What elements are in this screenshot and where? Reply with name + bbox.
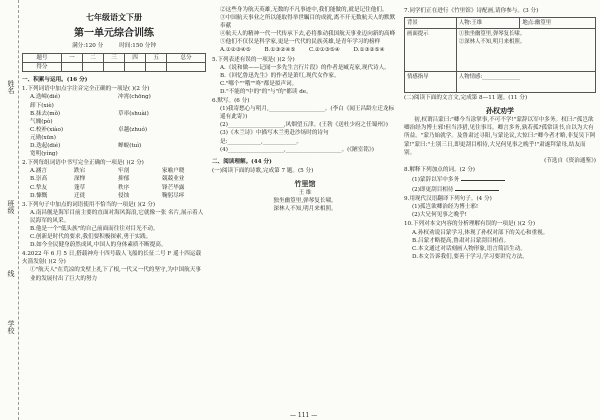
- q4-sentence-3: ③中国航天事业之所以能取得举世瞩目的成就,离不开无数航天人的默默奉献: [220, 15, 396, 30]
- q8-item-2: (2)即更刮目相待: [404, 184, 596, 194]
- side-label-school: 学校: [7, 320, 15, 334]
- classical-text-title: 孙权劝学: [486, 106, 514, 116]
- side-label-line: 线: [7, 270, 15, 277]
- q6-line-1: (1)我寄愁心与明月,____________________。(李白《闻王昌龄左迁龙标遥有此寄》): [220, 106, 395, 121]
- q6-line-2: (2)____________________,风烟望五津。(王勃《送杜少府之任蜀州》): [220, 122, 388, 129]
- question-4: 4.2022 年 6 月 5 日,搭载神舟十四号载人飞船的长征二号 F 遥十四运载火箭发射( )(2 分): [22, 251, 202, 266]
- q3-option-b: B.他是一个"低头族"的自己前面而往往对目光不动。: [30, 225, 159, 232]
- q4-sentence-5: ⑤他们不仅仅是科学家,更是一代代的民族英雄,是青年学习的榜样: [220, 39, 381, 46]
- q6-line-4: (4)____________________,____________________。(《陋室铭》): [220, 146, 374, 153]
- question-5: 5.下列表述有误的一项是( )(2 分): [212, 56, 295, 63]
- column-1: [22, 6, 206, 410]
- exam-meta: 满分:120 分 时间:150 分钟: [72, 43, 156, 49]
- question-8: 8.解释下列加点的词。(2 分): [404, 166, 475, 173]
- question-2: 2.下列每组词语中书写完全正确的一项是( )(2 分): [22, 160, 144, 167]
- q10-option-b: B.吕蒙才略提高,鲁肃对吕蒙刮目相看。: [412, 237, 510, 244]
- page-number: — 111 —: [290, 412, 318, 419]
- q10-option-a: A.孙权劝说吕蒙学习,体现了孙权对部下的关心和重视。: [412, 229, 549, 236]
- poem-line-1: 独坐幽篁里,弹琴复长啸。: [273, 197, 337, 204]
- q4-options: A.①②③④⑤ B.①③②④⑤ C.②①③⑤④ D.①③②⑤④: [220, 47, 385, 54]
- q3-option-d: D.如今全民健身蔚然成风,中国人的身体素质不断提高。: [30, 242, 167, 249]
- q5-option-c: C."哪个""哦""咚"都是拟声词。: [220, 80, 298, 87]
- binding-margin: [0, 0, 19, 420]
- q8-item-1: (1)蒙辞以军中多务: [404, 174, 596, 184]
- q5-option-b: B.《回忆鲁迅先生》的作者是萧红,现代女作家。: [220, 72, 340, 79]
- poem-author: 王 维: [298, 189, 312, 196]
- question-10: 10.下列对本文内容的分析理解有误的一项是( )(2 分): [404, 221, 536, 228]
- q9-item-1: (1)孤岂欲卿治经为博士邪!: [412, 204, 479, 211]
- side-label-class: 班级: [7, 200, 15, 214]
- poem-title: 竹里馆: [294, 178, 316, 188]
- question-3: 3.下列句子中加点的词语使用不恰当的一项是( )(2 分): [22, 201, 156, 208]
- q10-option-d: D.本文告诉我们,要善于学习,学习要讲究方法。: [412, 253, 528, 260]
- q4-sentence-2: ②这些身为航天英雄,无数的不凡事迹中,我们能做的,就是记住他们。: [220, 7, 388, 13]
- column-3: [404, 6, 596, 410]
- q4-sentence-4: ④航天人的精神一代一代传承下去,必将推动我国航天事业迈向新的高峰: [220, 31, 396, 38]
- q2-options: A.涵言 跌宕 牢剖 家喻户晓 B.崇高 深惮 抑郁 兢兢业业 C.挚友 蓬草 秩序 锋芒毕露 D.慷慨 迁徙 侵蚀 鞠躬尽瘁: [30, 168, 185, 199]
- question-6: 6.默写。(6 分): [212, 98, 250, 105]
- q3-option-a: A.南昌舰是海军目前主要的直面对海风海浪,它就像一张 名片,展示着人民海军的风采。: [30, 209, 204, 224]
- q5-option-d: D."不能的"中的"的"与"的"都读 de。: [220, 88, 312, 95]
- q4-sentence-1: ①"航天人"在荒凉的戈壁上扎下了根,一代又一代的坚守,为中国航天事业的发展付出了巨大的努力: [30, 267, 201, 282]
- poem-painting-table: 背景 人物:王维 地点:幽篁里 画面提示 ①独坐幽篁里,弹琴复长啸。 ②深林人不知,明月来相照。 情感指导 人物情感:______________: [404, 17, 596, 93]
- poem-line-2: 深林人不知,明月来相照。: [273, 206, 337, 213]
- score-table: 题号 一 二 三 四 五 总分 得分: [22, 53, 206, 72]
- classical-text-body: 初,权谓吕蒙曰:"卿今当涂掌事,不可不学!"蒙辞以军中多务。权曰:"孤岂欲卿治经为博士邪!但当涉猎,见往事耳。卿言多务,孰若孤?孤常读书,自以为大有所益。"蒙乃始就学。及鲁肃过寻阳,与蒙论议,大惊曰:"卿今者才略,非复吴下阿蒙!"蒙曰:"士别三日,即更刮目相待,大兄何见事之晚乎!"肃遂拜蒙母,结友而别。: [404, 117, 596, 156]
- q3-option-c: C.创新是时代的要求,我们要积极探索,勇于实践。: [30, 234, 152, 241]
- q9-item-2: (2)大兄何见事之晚乎!: [412, 212, 467, 219]
- q5-option-a: A.《说和做——记闻一多先生言行片段》的作者是臧克家,现代诗人。: [220, 64, 390, 71]
- grade-title: 七年级语文下册: [86, 12, 142, 22]
- q6-line-3: (3)《木兰诗》中描写木兰勇赴沙场时的诗句是:____________,____________。: [220, 130, 329, 145]
- question-1: 1.下列词语中加点字注音完全正确的一项是( )(2 分): [22, 86, 150, 93]
- column-2: [212, 6, 398, 410]
- unit-title: 第一单元综合训练: [74, 28, 154, 39]
- classical-text-source: (节选自《资治通鉴》): [544, 157, 596, 164]
- side-label-name: 姓名: [7, 80, 15, 94]
- question-7: 7.同学们正在进行《竹里馆》诗配画,请你参与。(3 分): [404, 8, 539, 14]
- reading-2-intro: (二)阅读下面的文言文,完成第 8—11 题。(11 分): [404, 95, 528, 102]
- reading-1-intro: (一)阅读下面的诗歌,完成第 7 题。(5 分): [212, 167, 314, 174]
- section-1-heading: 一、积累与运用。(16 分): [22, 77, 88, 84]
- q10-option-c: C.本文通过对话刻画人物形象,语言简洁生动。: [412, 245, 526, 252]
- section-2-heading: 二、阅读理解。(44 分): [212, 158, 272, 165]
- question-9: 9.用现代汉语翻译下列句子。(4 分): [404, 196, 492, 203]
- q1-options: A.迭嶂(dié) 冲霄(chōng) 卸下(xiè) B.抹去(mǒ) 草率(shuài) 气魄(pò) C.校补(xiào) 卓越(zhuó) 元勋(xūn) D.迭起(dié) 蝉蜕(tuì) 宽明(yíng): [30, 94, 151, 158]
